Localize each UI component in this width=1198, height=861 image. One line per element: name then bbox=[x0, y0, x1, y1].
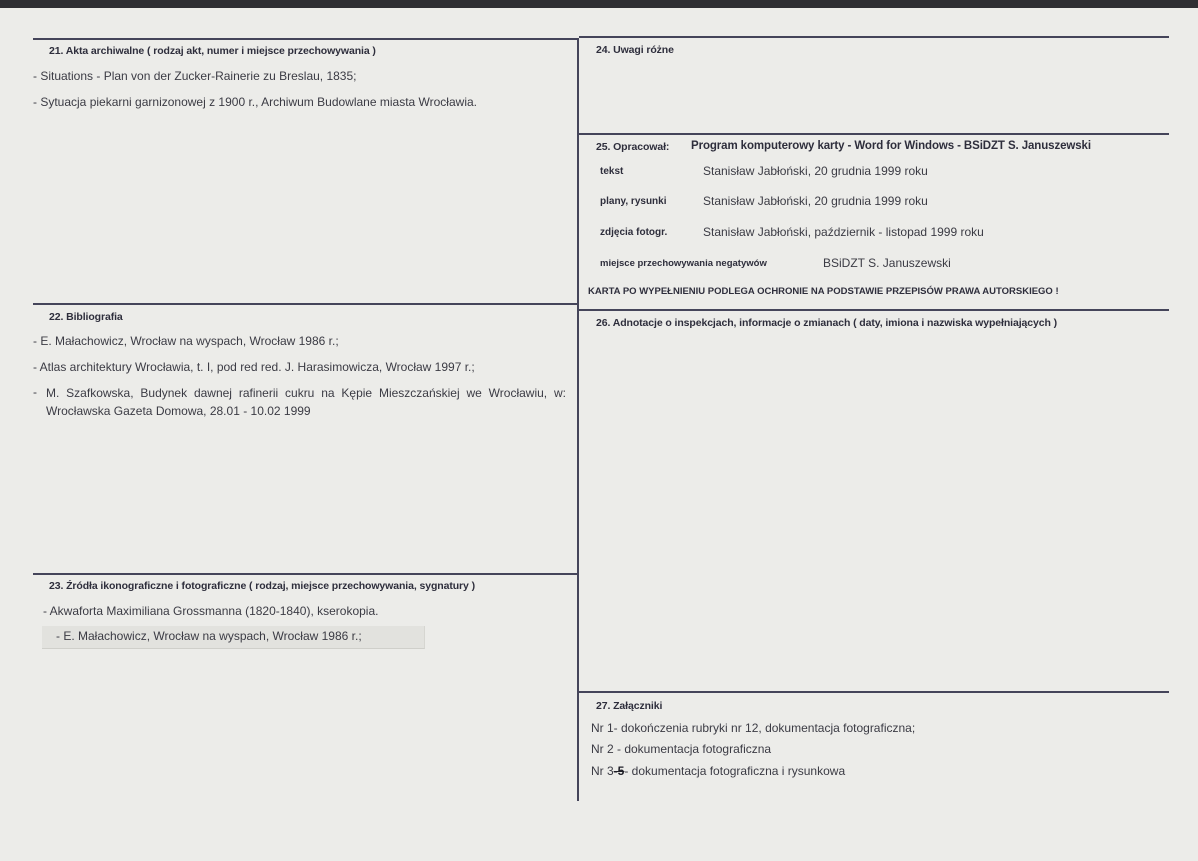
attachment-description: - dokumentacja fotograficzna i rysunkowa bbox=[624, 764, 846, 778]
section-25-row-value: Stanisław Jabłoński, 20 grudnia 1999 roku bbox=[703, 164, 928, 178]
section-26-header: 26. Adnotacje o inspekcjach, informacje o zmianach ( daty, imiona i nazwiska wypełniających ) bbox=[596, 317, 1058, 329]
section-25-negatives-value: BSiDZT S. Januszewski bbox=[823, 256, 951, 270]
section-24-header: 24. Uwagi różne bbox=[596, 44, 674, 56]
divider-top-left bbox=[33, 38, 579, 40]
section-27-item-3 bbox=[591, 764, 845, 778]
divider-s21-s22 bbox=[33, 303, 579, 305]
scan-top-edge bbox=[0, 0, 1198, 8]
divider-top-right bbox=[579, 36, 1169, 38]
section-25-row-label: plany, rysunki bbox=[600, 196, 667, 207]
copyright-notice: KARTA PO WYPEŁNIENIU PODLEGA OCHRONIE NA PODSTAWIE PRZEPISÓW PRAWA AUTORSKIEGO ! bbox=[588, 286, 1059, 297]
divider-s24-s25 bbox=[579, 133, 1169, 135]
section-25-header-label: 25. Opracował: bbox=[596, 141, 670, 153]
handwritten-correction: -5 bbox=[613, 764, 625, 778]
section-22-item: - E. Małachowicz, Wrocław na wyspach, Wrocław 1986 r.; bbox=[33, 334, 339, 348]
section-21-header: 21. Akta archiwalne ( rodzaj akt, numer i miejsce przechowywania ) bbox=[49, 45, 376, 57]
section-23-item: - Akwaforta Maximiliana Grossmanna (1820-1840), kserokopia. bbox=[43, 604, 379, 618]
section-27-item: Nr 2 - dokumentacja fotograficzna bbox=[591, 742, 772, 756]
divider-center-vertical bbox=[577, 38, 579, 801]
section-22-item: M. Szafkowska, Budynek dawnej rafinerii cukru na Kępie Mieszczańskiej we Wrocławiu, w: Wrocławska Gazeta Domowa, 28.01 - 10.02 1999 bbox=[46, 386, 566, 418]
section-21-item: - Sytuacja piekarni garnizonowej z 1900 r., Archiwum Budowlane miasta Wrocławia. bbox=[33, 95, 477, 109]
attachment-number: Nr 3 bbox=[591, 764, 614, 778]
section-25-row-value: Stanisław Jabłoński, październik - listopad 1999 roku bbox=[703, 225, 984, 239]
divider-s25-s26 bbox=[579, 309, 1169, 311]
section-23-header: 23. Źródła ikonograficzne i fotograficzne ( rodzaj, miejsce przechowywania, sygnatury ) bbox=[49, 580, 475, 592]
section-25-row-label: zdjęcia fotogr. bbox=[600, 227, 668, 238]
section-27-header: 27. Załączniki bbox=[596, 700, 663, 712]
section-25-row-label: tekst bbox=[600, 166, 624, 177]
section-23-pasted-item: - E. Małachowicz, Wrocław na wyspach, Wrocław 1986 r.; bbox=[56, 629, 362, 643]
divider-s26-s27 bbox=[579, 691, 1169, 693]
divider-s22-s23 bbox=[33, 573, 579, 575]
section-22-header: 22. Bibliografia bbox=[49, 311, 123, 323]
section-25-row-value: Stanisław Jabłoński, 20 grudnia 1999 roku bbox=[703, 194, 928, 208]
section-25-negatives-label: miejsce przechowywania negatywów bbox=[600, 258, 767, 269]
section-25-header-value: Program komputerowy karty - Word for Windows - BSiDZT S. Januszewski bbox=[691, 140, 1091, 152]
section-21-item: - Situations - Plan von der Zucker-Rainerie zu Breslau, 1835; bbox=[33, 69, 357, 83]
section-22-item-dash: - bbox=[33, 385, 37, 399]
section-27-item: Nr 1- dokończenia rubryki nr 12, dokumentacja fotograficzna; bbox=[591, 721, 916, 735]
section-22-item: - Atlas architektury Wrocławia, t. I, pod red red. J. Harasimowicza, Wrocław 1997 r.; bbox=[33, 360, 475, 374]
